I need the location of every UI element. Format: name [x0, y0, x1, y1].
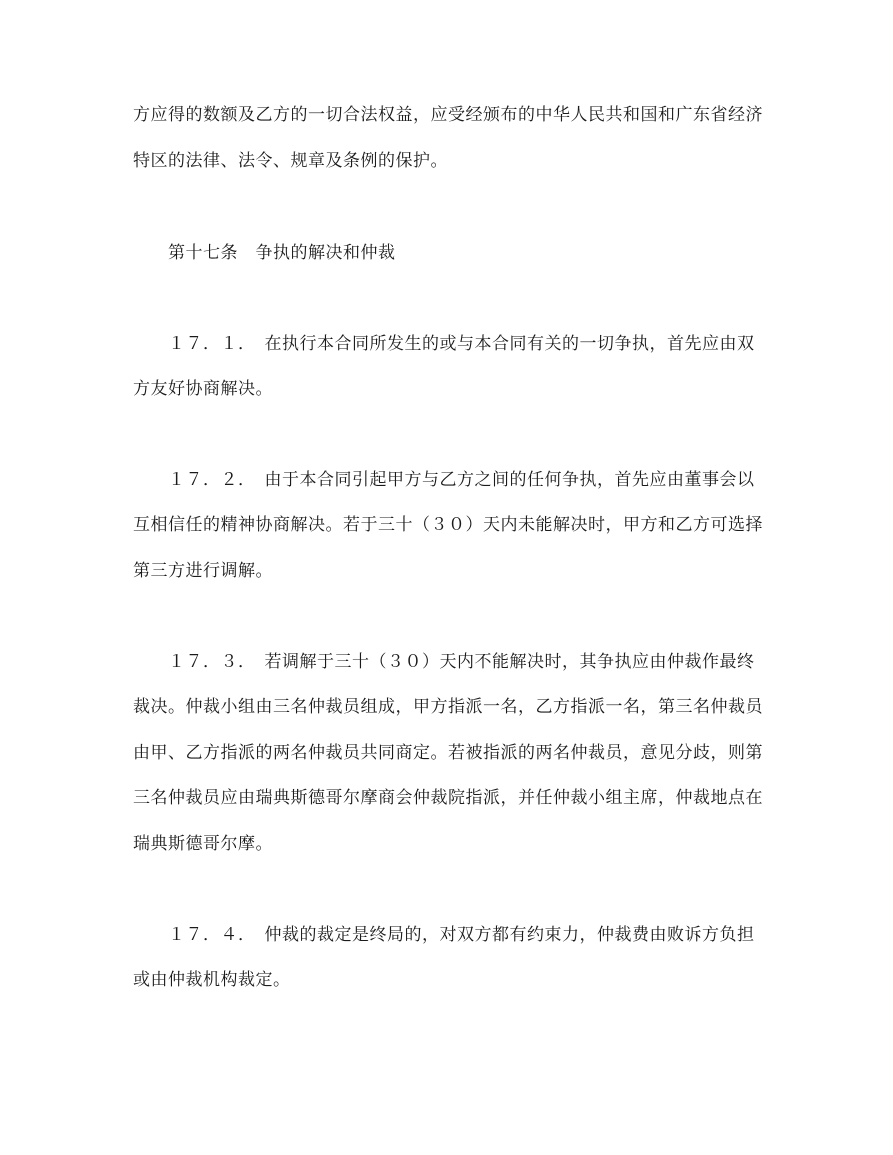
clause-17-3-line: 由甲、乙方指派的两名仲裁员共同商定。若被指派的两名仲裁员，意见分歧，则第	[133, 743, 763, 763]
clause-17-3-line: 瑞典斯德哥尔摩。	[133, 834, 273, 854]
article-heading: 第十七条 争执的解决和仲裁	[168, 243, 396, 263]
clause-17-3-line: 三名仲裁员应由瑞典斯德哥尔摩商会仲裁院指派，并任仲裁小组主席，仲裁地点在	[133, 788, 763, 808]
clause-17-2-line: 第三方进行调解。	[133, 561, 273, 581]
clause-17-1-line: １７．１． 在执行本合同所发生的或与本合同有关的一切争执，首先应由双	[168, 334, 755, 354]
text-line: 方应得的数额及乙方的一切合法权益，应受经颁布的中华人民共和国和广东省经济	[133, 105, 763, 125]
clause-17-3-line: 裁决。仲裁小组由三名仲裁员组成，甲方指派一名，乙方指派一名，第三名仲裁员	[133, 697, 763, 717]
clause-17-3-line: １７．３． 若调解于三十（３０）天内不能解决时，其争执应由仲裁作最终	[168, 652, 755, 672]
clause-17-4-line: 或由仲裁机构裁定。	[133, 970, 291, 990]
clause-17-2-line: 互相信任的精神协商解决。若于三十（３０）天内未能解决时，甲方和乙方可选择	[133, 515, 763, 535]
clause-17-1-line: 方友好协商解决。	[133, 379, 273, 399]
clause-17-2-line: １７．２． 由于本合同引起甲方与乙方之间的任何争执，首先应由董事会以	[168, 470, 755, 490]
text-line: 特区的法律、法令、规章及条例的保护。	[133, 151, 448, 171]
clause-17-4-line: １７．４． 仲裁的裁定是终局的，对双方都有约束力，仲裁费由败诉方负担	[168, 925, 755, 945]
